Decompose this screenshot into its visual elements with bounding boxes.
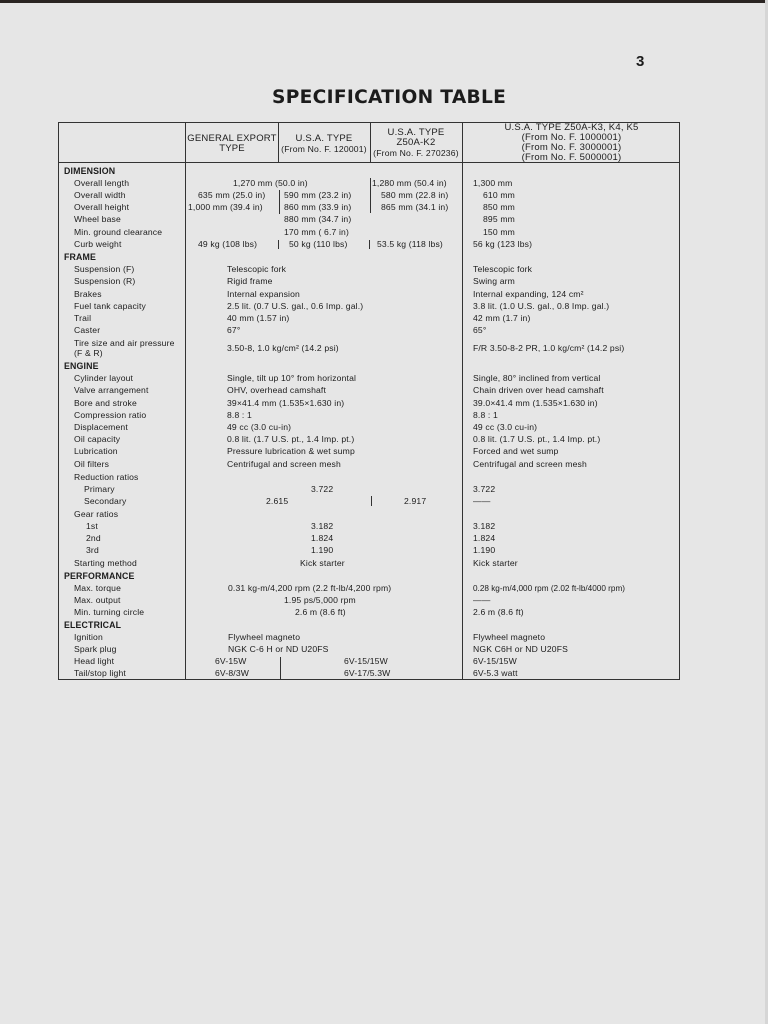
cell-k3: 610 mm <box>483 190 515 200</box>
row-label: Oil filters <box>74 459 110 469</box>
page-number: 3 <box>636 53 645 70</box>
cell-common: Centrifugal and screen mesh <box>227 459 341 469</box>
cell-k3: Chain driven over head camshaft <box>473 385 604 395</box>
row-label: Cylinder layout <box>74 373 134 383</box>
row-label: Valve arrangement <box>74 385 149 395</box>
cell-k3: Telescopic fork <box>473 264 533 274</box>
cell-common: 49 cc (3.0 cu-in) <box>227 422 292 432</box>
cell-k3: 2.6 m (8.6 ft) <box>473 607 524 617</box>
row-label: Caster <box>74 325 101 335</box>
cell-common: Flywheel magneto <box>228 632 301 642</box>
row-label: Oil capacity <box>74 434 121 444</box>
row-label: Trail <box>74 313 92 323</box>
row-label: (F & R) <box>74 348 103 358</box>
row-label: Spark plug <box>74 644 117 654</box>
cell-common: 0.31 kg-m/4,200 rpm (2.2 ft-lb/4,200 rpm) <box>228 583 392 593</box>
row-label: Secondary <box>84 496 127 506</box>
cell-k3: 39.0×41.4 mm (1.535×1.630 in) <box>473 398 598 408</box>
cell-k3: 1,300 mm <box>473 178 513 188</box>
cell-k3: 3.182 <box>473 521 496 531</box>
row-label: Tire size and air pressure <box>74 338 175 348</box>
cell-k3: 6V-15/15W <box>473 656 517 666</box>
cell-separator <box>371 496 372 506</box>
cell-k3: Internal expanding, 124 cm² <box>473 289 584 299</box>
row-label: Wheel base <box>74 214 121 224</box>
cell-gen: 49 kg (108 lbs) <box>198 239 258 249</box>
row-label: 2nd <box>86 533 101 543</box>
header-line: (From No. F. 270236) <box>373 148 459 158</box>
cell-gen-usa: 1,270 mm (50.0 in) <box>233 178 308 188</box>
cell-common: 8.8 : 1 <box>227 410 252 420</box>
cell-common: 170 mm ( 6.7 in) <box>284 227 349 237</box>
column-divider-4 <box>462 122 463 680</box>
cell-common: 2.6 m (8.6 ft) <box>295 607 346 617</box>
row-label: Compression ratio <box>74 410 147 420</box>
row-label: Suspension (F) <box>74 264 135 274</box>
row-label: Min. ground clearance <box>74 227 163 237</box>
scan-top-edge <box>0 0 768 3</box>
cell-separator <box>278 240 279 249</box>
row-label: Overall width <box>74 190 126 200</box>
section-frame: FRAME <box>64 252 97 262</box>
section-dimension: DIMENSION <box>64 166 116 176</box>
cell-common: 40 mm (1.57 in) <box>227 313 290 323</box>
cell-usa-k2: 6V-17/5.3W <box>344 668 391 678</box>
header-usa-z50a-k3-k4-k5 <box>463 123 680 163</box>
header-line: GENERAL EXPORT <box>187 133 277 144</box>
cell-common: 67° <box>227 325 241 335</box>
row-label: Fuel tank capacity <box>74 301 146 311</box>
cell-separator <box>369 240 370 249</box>
header-line: U.S.A. TYPE <box>387 127 445 138</box>
cell-k3: 3.8 lit. (1.0 U.S. gal., 0.8 Imp. gal.) <box>473 301 610 311</box>
cell-gen: 6V-8/3W <box>215 668 250 678</box>
cell-k2: 53.5 kg (118 lbs) <box>377 239 443 249</box>
cell-common: 3.182 <box>311 521 334 531</box>
header-line: (From No. F. 120001) <box>281 144 367 154</box>
header-line: TYPE <box>219 143 245 154</box>
cell-usa: 50 kg (110 lbs) <box>289 239 348 249</box>
cell-usa: 590 mm (23.2 in) <box>284 190 352 200</box>
row-label: Lubrication <box>74 446 118 456</box>
cell-gen: 6V-15W <box>215 656 247 666</box>
cell-common: Telescopic fork <box>227 264 287 274</box>
section-engine: ENGINE <box>64 361 99 371</box>
cell-common: 0.8 lit. (1.7 U.S. pt., 1.4 Imp. pt.) <box>227 434 355 444</box>
cell-gen: 635 mm (25.0 in) <box>198 190 266 200</box>
cell-k3: NGK C6H or ND U20FS <box>473 644 569 654</box>
cell-k3: Single, 80° inclined from vertical <box>473 373 601 383</box>
cell-common: OHV, overhead camshaft <box>227 385 326 395</box>
cell-k3: 8.8 : 1 <box>473 410 498 420</box>
cell-common: 39×41.4 mm (1.535×1.630 in) <box>227 398 345 408</box>
cell-common: Kick starter <box>300 558 345 568</box>
cell-k3: Forced and wet sump <box>473 446 559 456</box>
row-label: Ignition <box>74 632 103 642</box>
row-label: Gear ratios <box>74 509 119 519</box>
cell-common: Pressure lubrication & wet sump <box>227 446 355 456</box>
cell-k3: 895 mm <box>483 214 515 224</box>
row-label: Suspension (R) <box>74 276 136 286</box>
cell-k3: —— <box>473 496 491 506</box>
cell-k3: 1.190 <box>473 545 496 555</box>
cell-common: NGK C-6 H or ND U20FS <box>228 644 329 654</box>
cell-k3: 0.28 kg-m/4,000 rpm (2.02 ft-lb/4000 rpm) <box>473 584 625 593</box>
cell-common: 1.190 <box>311 545 334 555</box>
cell-k3: 56 kg (123 lbs) <box>473 239 533 249</box>
cell-common: 3.50-8, 1.0 kg/cm² (14.2 psi) <box>227 343 339 353</box>
header-line: (From No. F. 5000001) <box>521 152 622 163</box>
cell-k3: 0.8 lit. (1.7 U.S. pt., 1.4 Imp. pt.) <box>473 434 601 444</box>
cell-separator <box>279 190 280 214</box>
row-label: Primary <box>84 484 115 494</box>
row-label: Tail/stop light <box>74 668 126 678</box>
cell-common: 1.824 <box>311 533 334 543</box>
cell-k3: 150 mm <box>483 227 515 237</box>
cell-common: 2.5 lit. (0.7 U.S. gal., 0.6 Imp. gal.) <box>227 301 364 311</box>
cell-common: 880 mm (34.7 in) <box>284 214 352 224</box>
row-label: Overall height <box>74 202 130 212</box>
cell-common: Single, tilt up 10° from horizontal <box>227 373 357 383</box>
cell-common: Rigid frame <box>227 276 273 286</box>
cell-k3: Swing arm <box>473 276 515 286</box>
cell-usa: 860 mm (33.9 in) <box>284 202 352 212</box>
row-label: Curb weight <box>74 239 122 249</box>
header-usa-z50a-k2 <box>370 128 462 158</box>
cell-usa-k2: 6V-15/15W <box>344 656 388 666</box>
cell-k3: F/R 3.50-8-2 PR, 1.0 kg/cm² (14.2 psi) <box>473 343 625 353</box>
cell-separator <box>280 657 281 680</box>
cell-common: 3.722 <box>311 484 334 494</box>
cell-k3: —— <box>473 595 491 605</box>
header-line: (From No. F. 1000001) <box>521 132 622 143</box>
row-label: Max. torque <box>74 583 122 593</box>
row-label: Max. output <box>74 595 121 605</box>
cell-k3: 42 mm (1.7 in) <box>473 313 531 323</box>
cell-k3: 850 mm <box>483 202 515 212</box>
page-title: SPECIFICATION TABLE <box>272 86 507 108</box>
cell-k2: 580 mm (22.8 in) <box>381 190 449 200</box>
row-label: 1st <box>86 521 98 531</box>
cell-k3: 6V-5.3 watt <box>473 668 518 678</box>
cell-common: 1.95 ps/5,000 rpm <box>284 595 356 605</box>
row-label: Starting method <box>74 558 137 568</box>
section-performance: PERFORMANCE <box>64 571 135 581</box>
cell-k3: 65° <box>473 325 487 335</box>
cell-k3: 3.722 <box>473 484 496 494</box>
header-general-export <box>186 134 278 154</box>
cell-k3: 1.824 <box>473 533 496 543</box>
row-label: Brakes <box>74 289 102 299</box>
header-line: U.S.A. TYPE Z50A-K3, K4, K5 <box>504 122 639 133</box>
cell-k3: 49 cc (3.0 cu-in) <box>473 422 538 432</box>
row-label: 3rd <box>86 545 99 555</box>
cell-k2: 865 mm (34.1 in) <box>381 202 449 212</box>
cell-separator <box>370 178 371 213</box>
cell-k3: Kick starter <box>473 558 518 568</box>
row-label: Displacement <box>74 422 128 432</box>
cell-k2: 2.917 <box>404 496 427 506</box>
row-label: Bore and stroke <box>74 398 137 408</box>
row-label: Head light <box>74 656 115 666</box>
header-usa-type <box>278 134 370 154</box>
cell-k3: Centrifugal and screen mesh <box>473 459 587 469</box>
section-electrical: ELECTRICAL <box>64 620 122 630</box>
row-label: Reduction ratios <box>74 472 139 482</box>
cell-gen-usa: 2.615 <box>266 496 289 506</box>
cell-k3: Flywheel magneto <box>473 632 546 642</box>
cell-common: Internal expansion <box>227 289 300 299</box>
cell-gen: 1,000 mm (39.4 in) <box>188 202 263 212</box>
row-label: Min. turning circle <box>74 607 145 617</box>
cell-k2: 1,280 mm (50.4 in) <box>372 178 447 188</box>
row-label: Overall length <box>74 178 130 188</box>
header-line: U.S.A. TYPE <box>295 133 353 144</box>
header-line: Z50A-K2 <box>396 137 436 148</box>
header-line: (From No. F. 3000001) <box>521 142 622 153</box>
column-divider-1 <box>185 122 186 680</box>
